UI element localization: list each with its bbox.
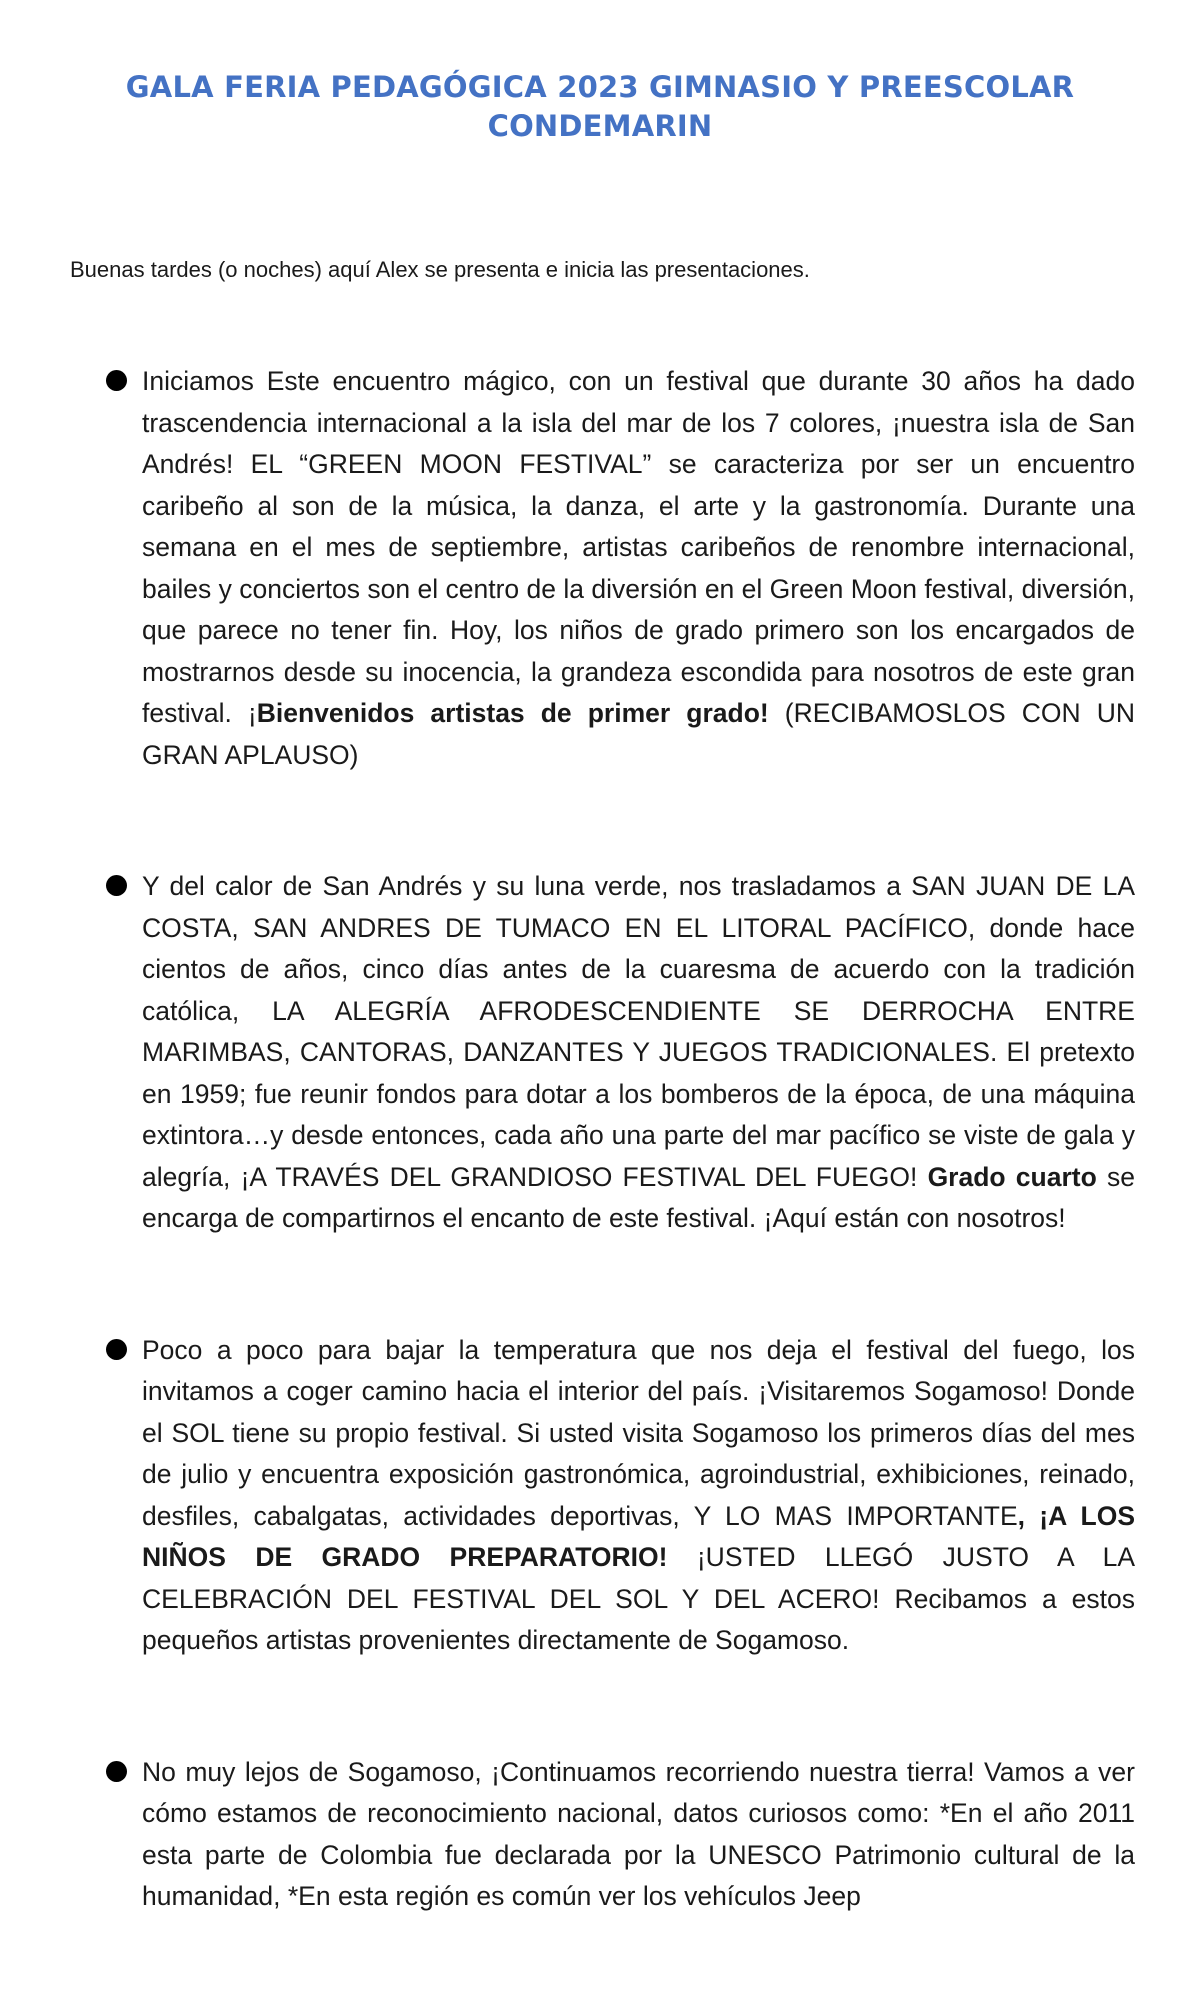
page-title: GALA FERIA PEDAGÓGICA 2023 GIMNASIO Y PREESCOLAR CONDEMARIN xyxy=(125,70,1075,143)
list-item-text: Iniciamos Este encuentro mágico, con un festival que durante 30 años ha dado trascendencia internacional a la isla del mar de los 7 colores, ¡nuestra isla de San Andrés! EL “GREEN MOON FESTIVAL” se caracteriza por ser un encuentro caribeño al son de la música, la danza, el arte y la gastronomía. Durante una semana en el mes de septiembre, artistas caribeños de renombre internacional, bailes y conciertos son el centro de la diversión en el Green Moon festival, diversión, que parece no tener fin. Hoy, los niños de grado primero son los encargados de mostrarnos desde su inocencia, la grandeza escondida para nosotros de este gran festival. ¡Bienvenidos artistas de primer grado! (RECIBAMOSLOS CON UN GRAN APLAUSO) xyxy=(142,366,1135,770)
list-item-text: No muy lejos de Sogamoso, ¡Continuamos recorriendo nuestra tierra! Vamos a ver cómo estamos de reconocimiento nacional, datos curiosos como: *En el año 2011 esta parte de Colombia fue declarada por la UNESCO Patrimonio cultural de la humanidad, *En esta región es común ver los vehículos Jeep xyxy=(142,1756,1135,1911)
intro-paragraph: Buenas tardes (o noches) aquí Alex se presenta e inicia las presentaciones. xyxy=(70,257,810,282)
bullet-icon xyxy=(106,370,127,391)
list-item-text: Poco a poco para bajar la temperatura que nos deja el festival del fuego, los invitamos a coger camino hacia el interior del país. ¡Visitaremos Sogamoso! Donde el SOL tiene su propio festival. Si usted visita Sogamoso los primeros días del mes de julio y encuentra exposición gastronómica, agroindustrial, exhibiciones, reinado, desfiles, cabalgatas, actividades deportivas, Y LO MAS IMPORTANTE, ¡A LOS NIÑOS DE GRADO PREPARATORIO! ¡USTED LLEGÓ JUSTO A LA CELEBRACIÓN DEL FESTIVAL DEL SOL Y DEL ACERO! Recibamos a estos pequeños artistas provenientes directamente de Sogamoso. xyxy=(142,1334,1135,1655)
list-item-text: Y del calor de San Andrés y su luna verde, nos trasladamos a SAN JUAN DE LA COSTA, SAN ANDRES DE TUMACO EN EL LITORAL PACÍFICO, donde hace cientos de años, cinco días antes de la cuaresma de acuerdo con la tradición católica, LA ALEGRÍA AFRODESCENDIENTE SE DERROCHA ENTRE MARIMBAS, CANTORAS, DANZANTES Y JUEGOS TRADICIONALES. El pretexto en 1959; fue reunir fondos para dotar a los bomberos de la época, de una máquina extintora…y desde entonces, cada año una parte del mar pacífico se viste de gala y alegría, ¡A TRAVÉS DEL GRANDIOSO FESTIVAL DEL FUEGO! Grado cuarto se encarga de compartirnos el encanto de este festival. ¡Aquí están con nosotros! xyxy=(142,871,1135,1233)
bullet-icon xyxy=(106,1339,127,1360)
list-item xyxy=(0,1330,1135,1662)
list-item xyxy=(0,866,1135,1240)
list-item xyxy=(0,361,1135,776)
bullet-icon xyxy=(106,875,127,896)
list-item xyxy=(0,1752,1135,1918)
bullet-icon xyxy=(106,1761,127,1782)
bullet-list xyxy=(0,361,1200,2008)
